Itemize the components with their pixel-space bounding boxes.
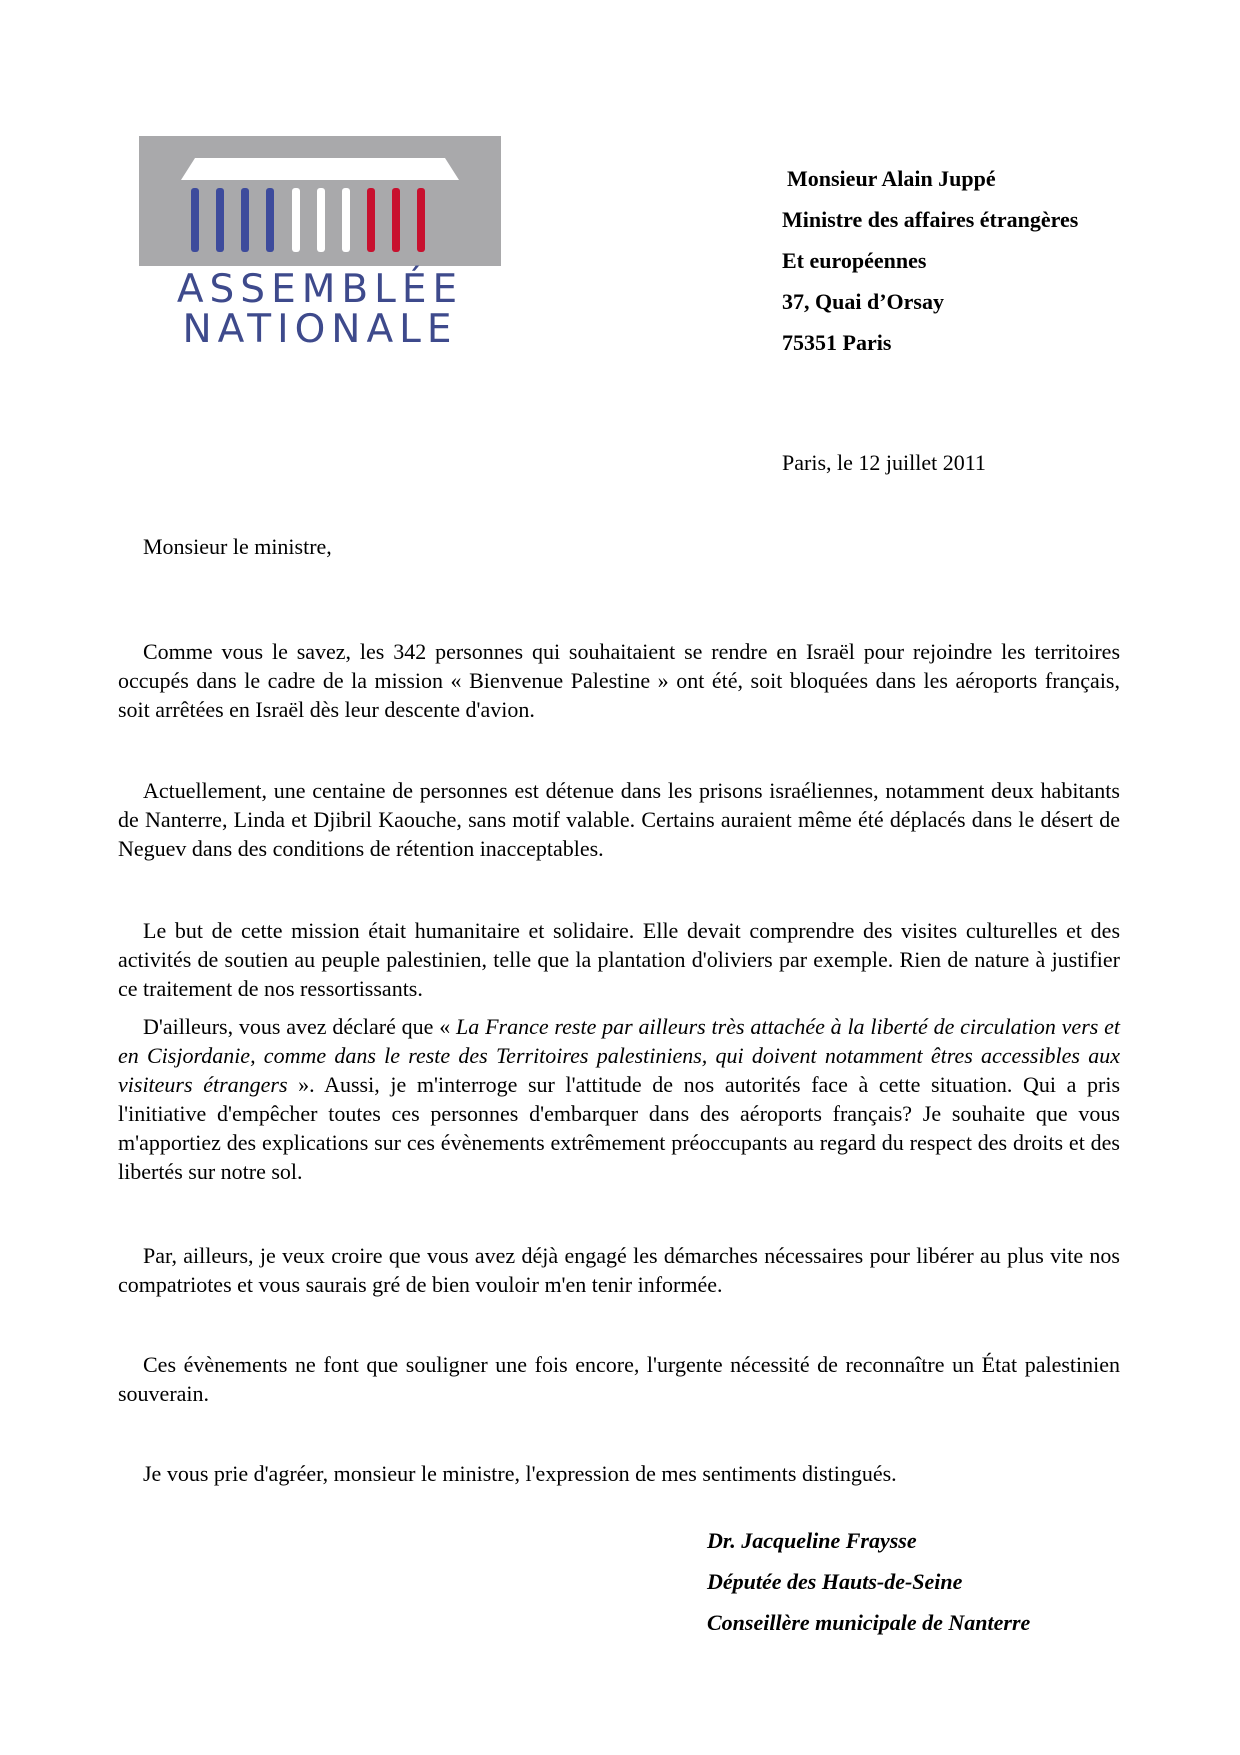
recipient-title: Ministre des affaires étrangères [782,207,1079,232]
salutation: Monsieur le ministre, [143,534,332,559]
recipient-address-block [782,158,1222,363]
paragraph-4-rest: ». Aussi, je m'interroge sur l'attitude de nos autorités face à cette situation. Qui a pris l'initiative d'empêcher toutes ces personnes d'embarquer dans des aéroports français? Je souhaite que vous m'apportiez des explications sur ces évènements extrêmement préoccupants au regard du respect des droits et des libertés sur notre sol. [118,1072,1121,1184]
signatory-name: Dr. Jacqueline Fraysse [707,1528,917,1553]
letter-date: Paris, le 12 juillet 2011 [782,450,986,475]
logo-text-line2: NATIONALE [182,307,458,352]
hemicycle-emblem-icon [139,136,501,266]
recipient-name: Monsieur Alain Juppé [787,166,996,191]
body-paragraph-6: Ces évènements ne font que souligner une fois encore, l'urgente nécessité de reconnaître un État palestinien souverain. [118,1352,1120,1406]
signature-block [707,1520,1030,1643]
quoted-declaration: La France reste par ailleurs très attachée à la liberté de circulation vers et en Cisjordanie, comme dans le reste des Territoires palestiniens, qui doivent notamment êtres accessibles aux visiteurs étrangers [118,1014,1120,1097]
body-paragraph-3: Le but de cette mission était humanitaire et solidaire. Elle devait comprendre des visites culturelles et des activités de soutien au peuple palestinien, telle que la plantation d'oliviers par exemple. Rien de nature à justifier ce traitement de nos ressortissants. [118,918,1120,1001]
recipient-city: 75351 Paris [782,330,892,355]
closing-formula: Je vous prie d'agréer, monsieur le ministre, l'expression de mes sentiments distingués. [143,1461,897,1486]
paragraph-4-intro: D'ailleurs, vous avez déclaré que « [143,1014,457,1039]
logo-text-line1: ASSEMBLÉE [176,267,464,312]
signatory-title: Députée des Hauts-de-Seine [707,1569,963,1594]
signatory-role: Conseillère municipale de Nanterre [707,1610,1031,1635]
body-paragraph-5: Par, ailleurs, je veux croire que vous avez déjà engagé les démarches nécessaires pour libérer au plus vite nos compatriotes et vous saurais gré de bien vouloir m'en tenir informée. [118,1243,1120,1297]
body-paragraph-4 [118,1012,1120,1186]
assemblee-nationale-logo [139,136,501,352]
body-paragraph-2: Actuellement, une centaine de personnes est détenue dans les prisons israéliennes, notamment deux habitants de Nanterre, Linda et Djibril Kaouche, sans motif valable. Certains auraient même été déplacés dans le désert de Neguev dans des conditions de rétention inacceptables. [118,778,1120,861]
body-paragraph-1: Comme vous le savez, les 342 personnes qui souhaitaient se rendre en Israël pour rejoindre les territoires occupés dans le cadre de la mission « Bienvenue Palestine » ont été, soit bloquées dans les aéroports français, soit arrêtées en Israël dès leur descente d'avion. [118,639,1120,722]
recipient-street: 37, Quai d’Orsay [782,289,944,314]
recipient-title-continued: Et européennes [782,248,927,273]
